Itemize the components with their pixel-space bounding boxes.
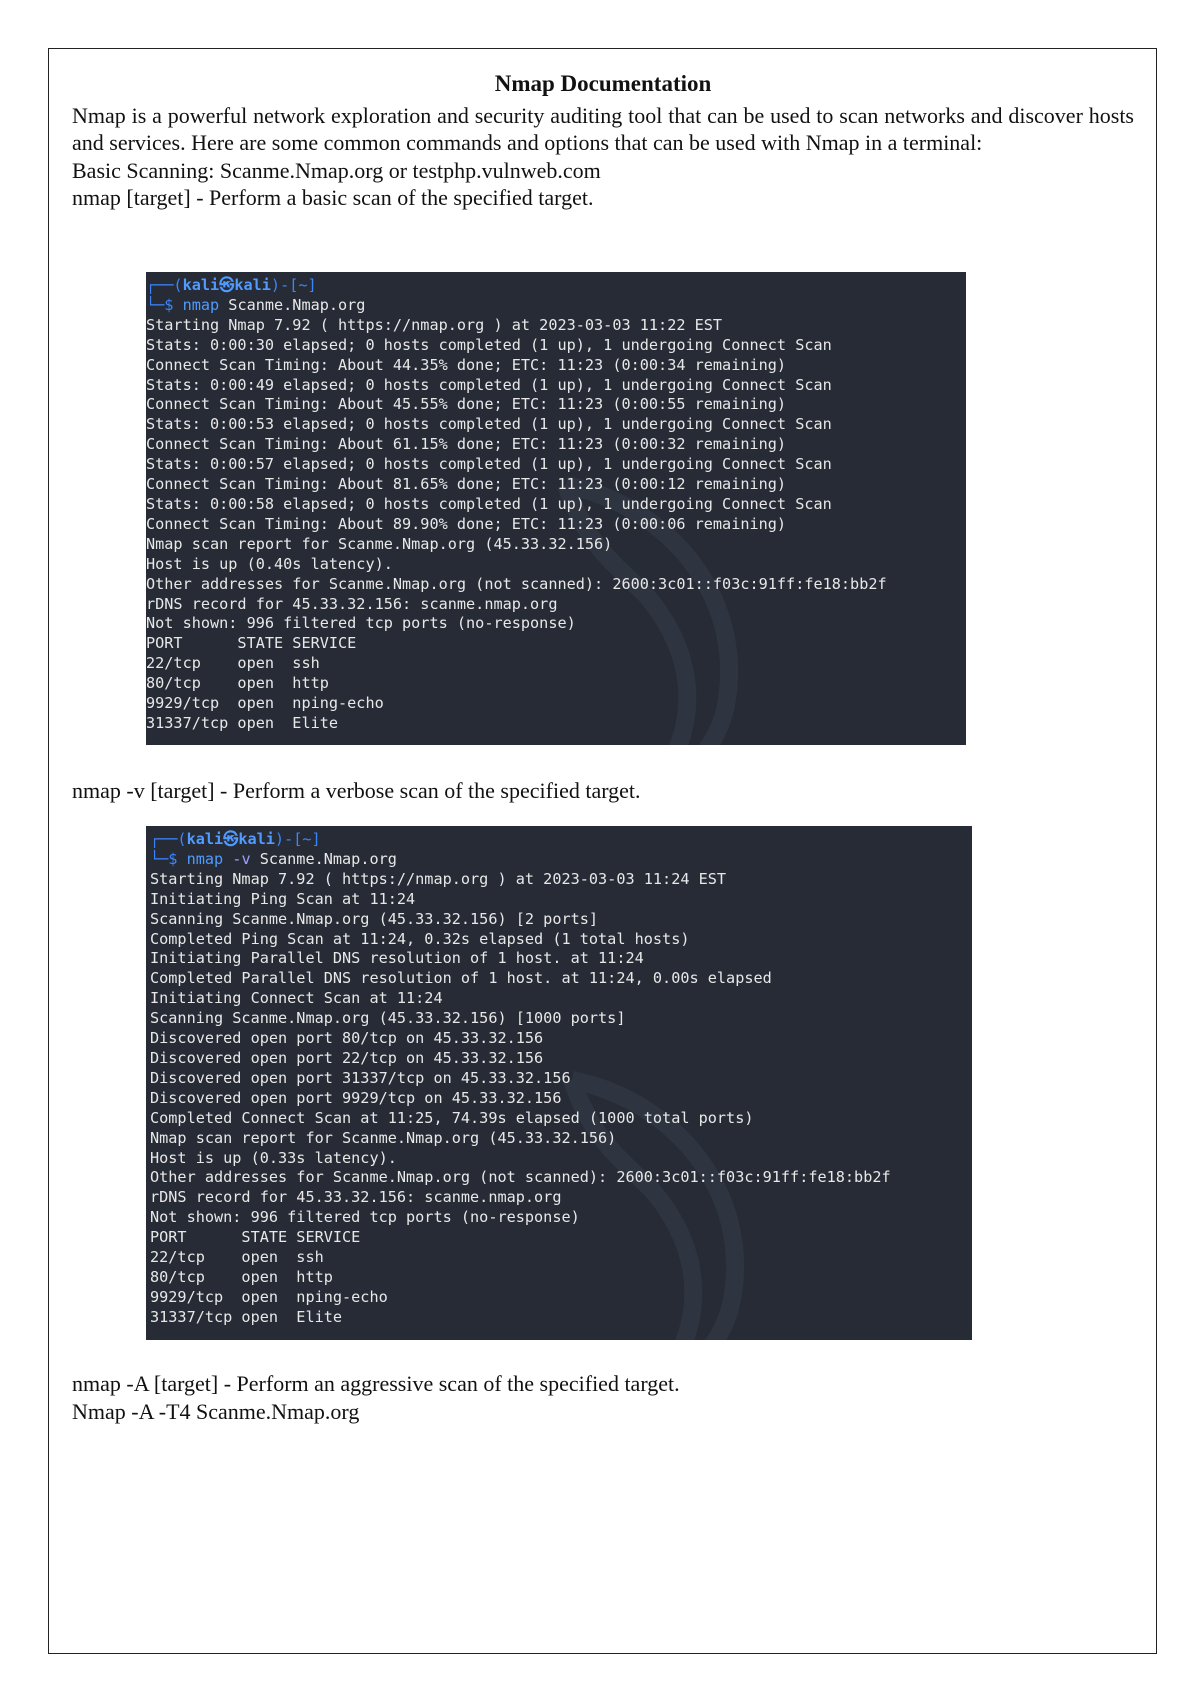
terminal-output-line: Initiating Ping Scan at 11:24 — [150, 889, 416, 908]
terminal-output-line: Host is up (0.33s latency). — [150, 1148, 397, 1167]
terminal-output-line: Stats: 0:00:57 elapsed; 0 hosts completed (1 up), 1 undergoing Connect Scan — [146, 455, 832, 474]
terminal-output-line: Starting Nmap 7.92 ( https://nmap.org ) at 2023-03-03 11:24 EST — [150, 869, 727, 888]
terminal-output-line: Scanning Scanme.Nmap.org (45.33.32.156) [2 ports] — [150, 909, 599, 928]
terminal-output-line: Stats: 0:00:53 elapsed; 0 hosts completed (1 up), 1 undergoing Connect Scan — [146, 415, 832, 434]
terminal-output-line: Completed Ping Scan at 11:24, 0.32s elapsed (1 total hosts) — [150, 929, 690, 948]
terminal-output-line: 80/tcp open http — [146, 674, 329, 693]
terminal-output-line: PORT STATE SERVICE — [146, 634, 357, 653]
terminal-output-line: 22/tcp open ssh — [146, 654, 320, 673]
terminal-output-line: Initiating Connect Scan at 11:24 — [150, 989, 443, 1008]
terminal-output-line: Nmap scan report for Scanme.Nmap.org (45.33.32.156) — [146, 534, 613, 553]
terminal-output-line: rDNS record for 45.33.32.156: scanme.nmap.org — [150, 1188, 562, 1207]
terminal-output-line: Starting Nmap 7.92 ( https://nmap.org ) at 2023-03-03 11:22 EST — [146, 315, 723, 334]
terminal-output-line: Discovered open port 9929/tcp on 45.33.32.156 — [150, 1088, 562, 1107]
terminal-screenshot-verbose-scan — [146, 826, 972, 1340]
terminal-output-line: Not shown: 996 filtered tcp ports (no-response) — [146, 614, 576, 633]
prompt-line-top: ┌──(kali㉿kali)-[~] — [146, 276, 317, 294]
terminal-output-line: Completed Parallel DNS resolution of 1 host. at 11:24, 0.00s elapsed — [150, 969, 772, 988]
terminal-output-line: Discovered open port 80/tcp on 45.33.32.156 — [150, 1029, 544, 1048]
terminal-output-line: Completed Connect Scan at 11:25, 74.39s elapsed (1000 total ports) — [150, 1108, 754, 1127]
terminal-output-line: Stats: 0:00:30 elapsed; 0 hosts completed (1 up), 1 undergoing Connect Scan — [146, 335, 832, 354]
terminal-output-line: Connect Scan Timing: About 81.65% done; ETC: 11:23 (0:00:12 remaining) — [146, 475, 787, 494]
basic-scan-description: nmap [target] - Perform a basic scan of the specified target. — [72, 185, 594, 210]
terminal-output-line: Other addresses for Scanme.Nmap.org (not scanned): 2600:3c01::f03c:91ff:fe18:bb2f — [146, 574, 887, 593]
terminal-output-line: Stats: 0:00:49 elapsed; 0 hosts completed (1 up), 1 undergoing Connect Scan — [146, 375, 832, 394]
prompt-line-top: ┌──(kali㉿kali)-[~] — [150, 830, 321, 848]
terminal-output-line: Discovered open port 31337/tcp on 45.33.32.156 — [150, 1068, 571, 1087]
terminal-output-line: Nmap scan report for Scanme.Nmap.org (45.33.32.156) — [150, 1128, 617, 1147]
basic-scanning-line: Basic Scanning: Scanme.Nmap.org or testphp.vulnweb.com — [72, 157, 601, 183]
terminal-output-line: Stats: 0:00:58 elapsed; 0 hosts completed (1 up), 1 undergoing Connect Scan — [146, 494, 832, 513]
prompt-line-command: └─$ nmap -v Scanme.Nmap.org — [150, 849, 397, 868]
terminal-output-line: 31337/tcp open Elite — [150, 1307, 343, 1326]
terminal-output — [146, 316, 966, 734]
terminal-output-line: 9929/tcp open nping-echo — [150, 1287, 388, 1306]
terminal-output-line: Connect Scan Timing: About 89.90% done; ETC: 11:23 (0:00:06 remaining) — [146, 514, 787, 533]
terminal-output-line: Connect Scan Timing: About 44.35% done; ETC: 11:23 (0:00:34 remaining) — [146, 355, 787, 374]
document-body — [72, 70, 1134, 212]
terminal-output-line: Connect Scan Timing: About 61.15% done; ETC: 11:23 (0:00:32 remaining) — [146, 435, 787, 454]
terminal-output-line: Scanning Scanme.Nmap.org (45.33.32.156) [1000 ports] — [150, 1009, 626, 1028]
aggressive-section — [72, 1370, 1134, 1425]
terminal-output — [146, 870, 972, 1328]
verbose-scan-description: nmap -v [target] - Perform a verbose scan of the specified target. — [72, 778, 641, 803]
terminal-output-line: Host is up (0.40s latency). — [146, 554, 393, 573]
terminal-output-line: Initiating Parallel DNS resolution of 1 host. at 11:24 — [150, 949, 644, 968]
terminal-output-line: 22/tcp open ssh — [150, 1248, 324, 1267]
terminal-output-line: 9929/tcp open nping-echo — [146, 694, 384, 713]
terminal-output-line: 31337/tcp open Elite — [146, 713, 339, 732]
terminal-output-line: PORT STATE SERVICE — [150, 1228, 361, 1247]
terminal-screenshot-basic-scan — [146, 272, 966, 745]
terminal-output-line: Other addresses for Scanme.Nmap.org (not scanned): 2600:3c01::f03c:91ff:fe18:bb2f — [150, 1168, 891, 1187]
terminal-output-line: 80/tcp open http — [150, 1267, 333, 1286]
prompt-line-command: └─$ nmap Scanme.Nmap.org — [146, 295, 366, 314]
aggressive-scan-example: Nmap -A -T4 Scanme.Nmap.org — [72, 1398, 360, 1424]
aggressive-scan-description: nmap -A [target] - Perform an aggressive scan of the specified target. — [72, 1371, 680, 1396]
terminal-output-line: rDNS record for 45.33.32.156: scanme.nmap.org — [146, 594, 558, 613]
terminal-output-line: Discovered open port 22/tcp on 45.33.32.156 — [150, 1048, 544, 1067]
page-title: Nmap Documentation — [494, 71, 712, 96]
intro-paragraph: Nmap is a powerful network exploration and security auditing tool that can be used to scan networks and discover hosts and services. Here are some common commands and options that can be used with Nmap in a terminal: — [72, 102, 1134, 155]
terminal-output-line: Not shown: 996 filtered tcp ports (no-response) — [150, 1208, 580, 1227]
terminal-output-line: Connect Scan Timing: About 45.55% done; ETC: 11:23 (0:00:55 remaining) — [146, 395, 787, 414]
